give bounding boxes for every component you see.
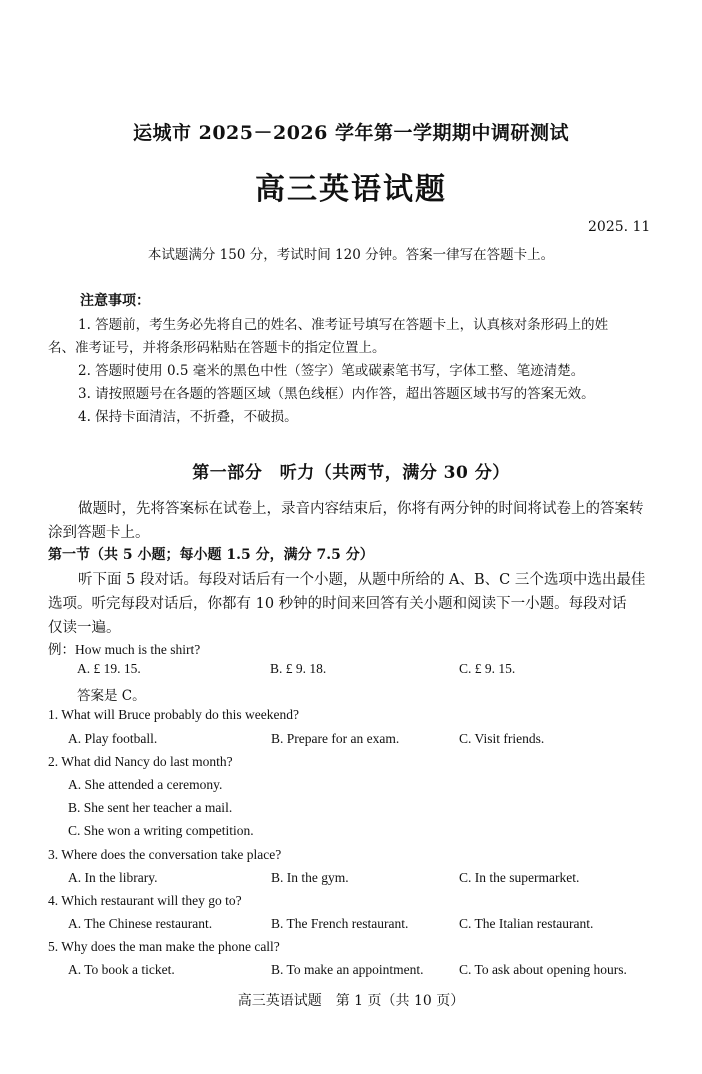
page-footer: 高三英语试题 第 1 页（共 10 页） [237,993,465,1009]
example-option-b: B. £ 9. 18. [270,661,327,676]
question-5-option-b: B. To make an appointment. [271,962,424,977]
notice-heading: 注意事项： [80,293,150,309]
question-2-option-c: C. She won a writing competition. [68,823,254,838]
notice-item-2: 2. 答题时使用 0.5 毫米的黑色中性（签字）笔或碳素笔书写，字体工整、笔迹清楚。 [78,363,585,379]
section1-heading: 第一节（共 5 小题；每小题 1.5 分，满分 7.5 分） [48,547,374,563]
question-3: 3. Where does the conversation take place? [48,847,282,862]
question-4-option-c: C. The Italian restaurant. [459,916,594,931]
notice-item-3: 3. 请按照题号在各题的答题区域（黑色线框）内作答，超出答题区域书写的答案无效。 [78,386,595,402]
notice-item-1: 1. 答题前，考生务必先将自己的姓名、准考证号填写在答题卡上，认真核对条形码上的姓 [78,317,609,333]
part1-heading: 第一部分 听力（共两节，满分 30 分） [192,463,510,483]
question-1-option-c: C. Visit friends. [459,731,545,746]
notice-item-1-cont: 名、准考证号，并将条形码粘贴在答题卡的指定位置上。 [48,340,386,356]
question-2: 2. What did Nancy do last month? [48,754,233,769]
section1-instruction-cont-2: 仅读一遍。 [48,620,121,636]
part1-instruction: 做题时，先将答案标在试卷上，录音内容结束后，你将有两分钟的时间将试卷上的答案转 [78,501,644,517]
question-4-option-a: A. The Chinese restaurant. [68,916,213,931]
exam-series-title: 运城市 2025－2026 学年第一学期期中调研测试 [133,122,569,144]
example-option-a: A. £ 19. 15. [77,661,141,676]
question-1-option-a: A. Play football. [68,731,158,746]
question-3-option-a: A. In the library. [68,870,158,885]
exam-date: 2025. 11 [588,219,651,235]
question-1-option-b: B. Prepare for an exam. [271,731,400,746]
exam-subject-title: 高三英语试题 [255,172,447,207]
part1-instruction-cont: 涂到答题卡上。 [48,525,150,541]
question-3-option-c: C. In the supermarket. [459,870,580,885]
example-answer: 答案是 C。 [77,688,146,704]
example-option-c: C. £ 9. 15. [459,661,516,676]
question-2-option-b: B. She sent her teacher a mail. [68,800,233,815]
section1-instruction-cont: 选项。听完每段对话后，你都有 10 秒钟的时间来回答有关小题和阅读下一小题。每段对话 [48,596,627,612]
notice-item-4: 4. 保持卡面清洁，不折叠，不破损。 [78,409,298,425]
question-5-option-a: A. To book a ticket. [68,962,175,977]
question-5: 5. Why does the man make the phone call? [48,939,280,954]
example-question: 例：How much is the shirt? [48,642,201,657]
question-4: 4. Which restaurant will they go to? [48,893,242,908]
question-1: 1. What will Bruce probably do this weekend? [48,707,299,722]
question-2-option-a: A. She attended a ceremony. [68,777,223,792]
exam-intro: 本试题满分 150 分，考试时间 120 分钟。答案一律写在答题卡上。 [147,247,555,263]
section1-instruction: 听下面 5 段对话。每段对话后有一个小题，从题中所给的 A、B、C 三个选项中选出最佳 [78,572,646,588]
question-3-option-b: B. In the gym. [271,870,349,885]
question-5-option-c: C. To ask about opening hours. [459,962,627,977]
question-4-option-b: B. The French restaurant. [271,916,409,931]
